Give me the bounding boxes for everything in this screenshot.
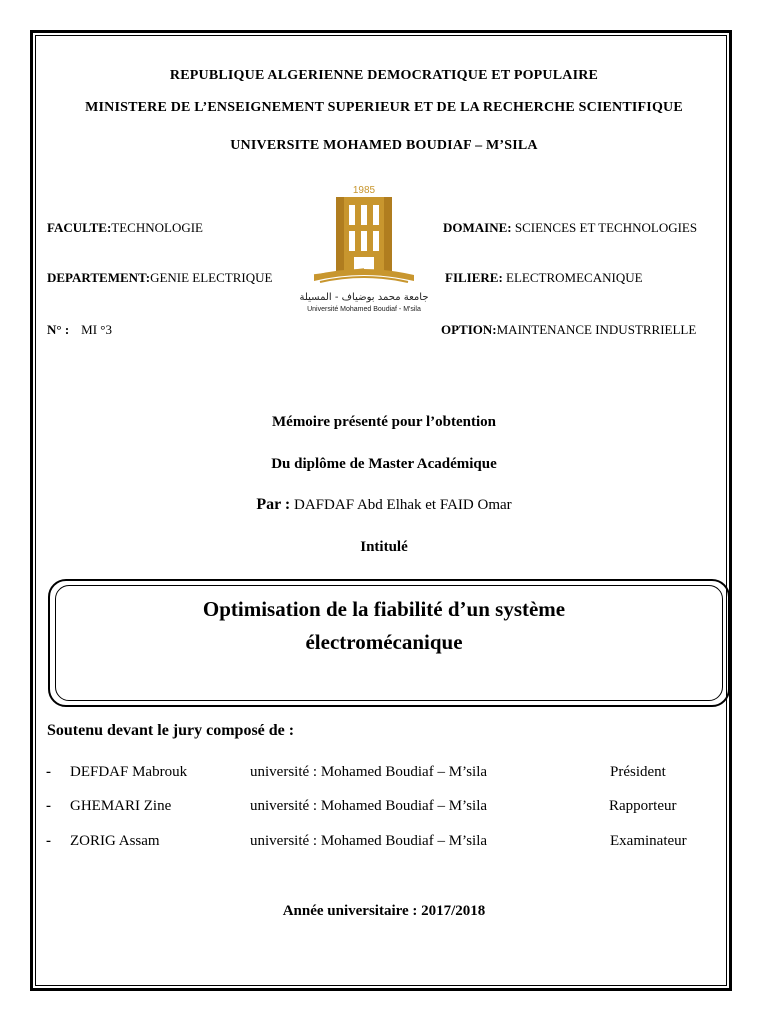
par-label: Par : [256, 496, 291, 513]
annee-universitaire: Année universitaire : 2017/2018 [282, 903, 486, 919]
numero-value: MI °3 [81, 322, 113, 337]
authors: DAFDAF Abd Elhak et FAID Omar [294, 497, 512, 513]
header-ministere: MINISTERE DE L’ENSEIGNEMENT SUPERIEUR ET DE LA RECHERCHE SCIENTIFIQUE [85, 100, 683, 115]
university-logo-graphic [290, 183, 430, 313]
option-row [441, 322, 696, 338]
departement-row [47, 270, 272, 286]
jury-role: Examinateur [610, 833, 687, 849]
header-republique: REPUBLIQUE ALGERIENNE DEMOCRATIQUE ET POPULAIRE [169, 68, 599, 83]
faculte-value: TECHNOLOGIE [111, 220, 204, 235]
memoire-line2: Du diplôme de Master Académique [271, 456, 497, 472]
option-value: MAINTENANCE INDUSTRRIELLE [496, 322, 697, 337]
jury-dash: - [46, 764, 51, 780]
departement-value: GENIE ELECTRIQUE [150, 270, 273, 285]
departement-label: DEPARTEMENT: [47, 270, 151, 285]
thesis-title-line1: Optimisation de la fiabilité d’un système [202, 597, 566, 621]
thesis-title-line2: électromécanique [305, 630, 463, 654]
option-label: OPTION: [441, 322, 497, 337]
university-logo [290, 183, 430, 313]
jury-role: Rapporteur [609, 798, 677, 814]
jury-heading: Soutenu devant le jury composé de : [47, 722, 295, 739]
jury-name: ZORIG Assam [70, 833, 160, 849]
jury-name: GHEMARI Zine [70, 798, 172, 814]
domaine-value: SCIENCES ET TECHNOLOGIES [511, 220, 698, 235]
logo-latin-name: Université Mohamed Boudiaf - M'sila [307, 306, 421, 313]
jury-role: Président [610, 764, 666, 780]
jury-affiliation: université : Mohamed Boudiaf – M’sila [250, 798, 488, 814]
jury-dash: - [46, 798, 51, 814]
domaine-row [443, 220, 697, 236]
filiere-value: ELECTROMECANIQUE [502, 270, 643, 285]
intitule-label: Intitulé [360, 539, 408, 555]
jury-affiliation: université : Mohamed Boudiaf – M’sila [250, 764, 488, 780]
faculte-row [47, 220, 203, 236]
jury-name: DEFDAF Mabrouk [70, 764, 188, 780]
faculte-label: FACULTE: [47, 220, 112, 235]
numero-row [47, 322, 112, 338]
header-universite: UNIVERSITE MOHAMED BOUDIAF – M’SILA [230, 138, 538, 153]
authors-line [0, 496, 768, 514]
jury-dash: - [46, 833, 51, 849]
filiere-label: FILIERE: [445, 270, 503, 285]
numero-label: N° : [47, 322, 70, 337]
filiere-row [445, 270, 643, 286]
memoire-line1: Mémoire présenté pour l’obtention [272, 414, 496, 430]
logo-arabic-name: جامعة محمد بوضياف - المسيلة [299, 292, 429, 303]
jury-affiliation: université : Mohamed Boudiaf – M’sila [250, 833, 488, 849]
domaine-label: DOMAINE: [443, 220, 512, 235]
logo-year: 1985 [352, 185, 376, 196]
